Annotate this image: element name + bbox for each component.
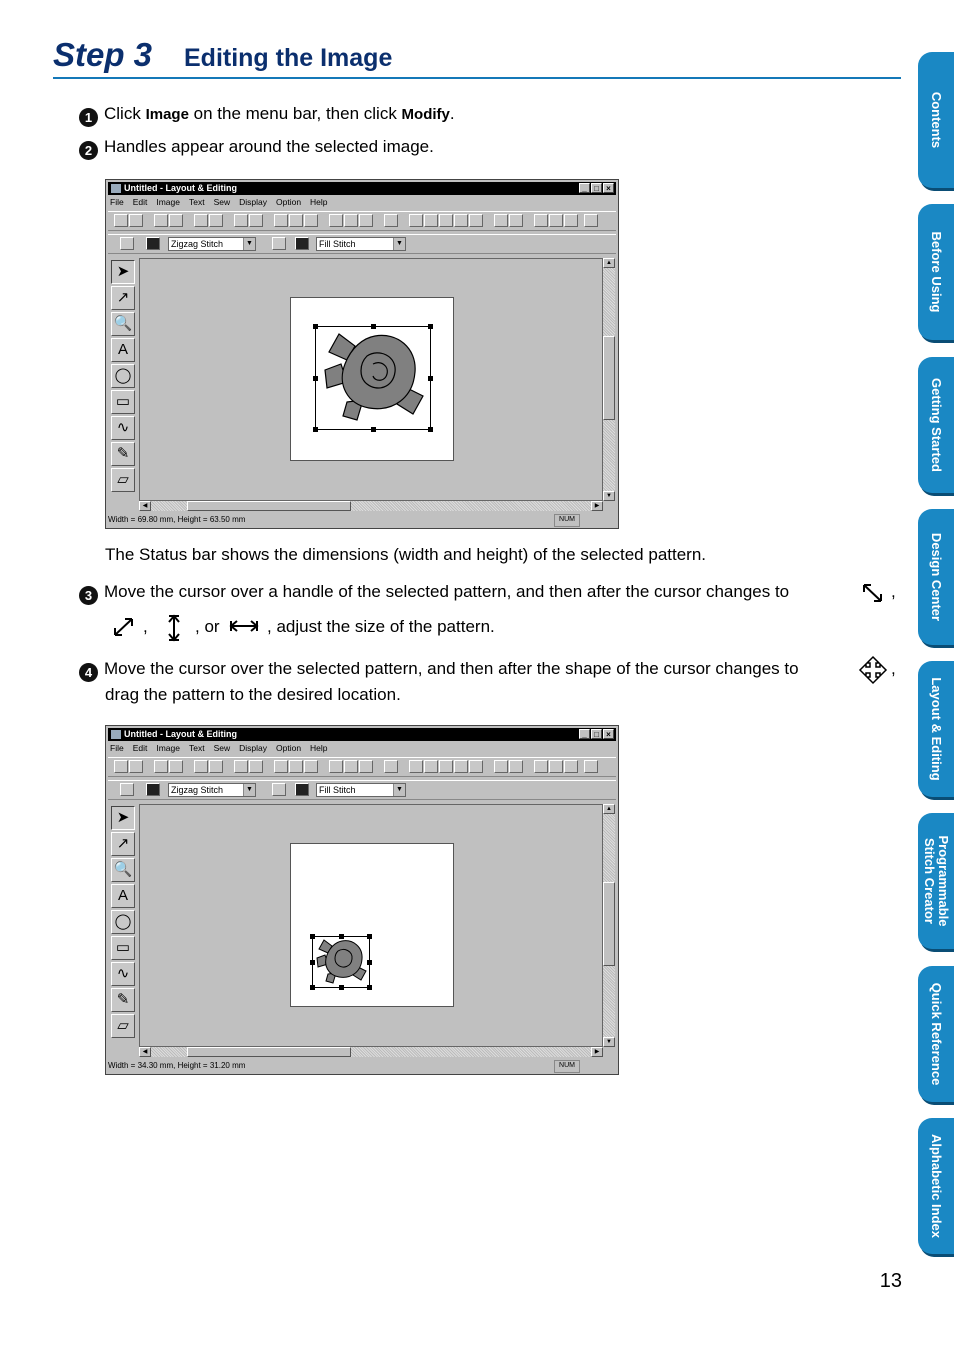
menu-name-image: Image	[145, 106, 189, 123]
step-text: Click	[104, 104, 146, 123]
stitch-tool-icon[interactable]: ∿	[111, 962, 135, 986]
step-text: Move the cursor over the selected pattern, and then after the shape of the cursor changes to	[104, 659, 799, 678]
num-lock-indicator: NUM	[554, 514, 580, 527]
tab-design-center[interactable]	[918, 509, 954, 645]
line-stitch-value: Zigzag Stitch	[171, 239, 224, 249]
app-window-2	[105, 725, 619, 1075]
design-property-icon[interactable]	[424, 760, 438, 773]
menu-option[interactable]: Option	[276, 743, 302, 753]
resize-handle[interactable]	[310, 934, 315, 939]
preview-icon[interactable]	[409, 214, 423, 227]
chevron-down-icon: ▼	[243, 784, 255, 796]
scroll-right-icon[interactable]: ▶	[591, 1047, 603, 1057]
step-number: 2	[79, 141, 98, 160]
new-icon[interactable]	[114, 214, 128, 227]
scroll-up-icon[interactable]: ▲	[603, 804, 615, 814]
line-color-icon[interactable]	[146, 237, 160, 250]
image-tool-icon[interactable]: ✎	[111, 988, 135, 1012]
horizontal-resize-cursor-icon	[229, 618, 259, 634]
resize-handle[interactable]	[313, 376, 318, 381]
sewing-attributes-bar	[108, 780, 616, 800]
scroll-thumb[interactable]	[187, 1047, 351, 1057]
ruler-tool-icon[interactable]: ▱	[111, 1014, 135, 1038]
mirror-icon[interactable]	[329, 760, 343, 773]
maximize-button[interactable]: □	[591, 183, 602, 193]
shape-tool-icon[interactable]: ◯	[111, 364, 135, 388]
card-icon[interactable]	[509, 214, 523, 227]
resize-handle[interactable]	[367, 960, 372, 965]
tab-getting-started[interactable]	[918, 357, 954, 493]
diagonal-resize-cursor-icon	[112, 616, 136, 638]
line-stitch-select[interactable]	[168, 783, 256, 797]
step-number: 4	[79, 663, 98, 682]
ruler-tool-icon[interactable]: ▱	[111, 468, 135, 492]
tab-quick-reference[interactable]	[918, 966, 954, 1102]
region-color-icon[interactable]	[295, 783, 309, 796]
import-2-icon[interactable]	[169, 214, 183, 227]
save-icon[interactable]	[194, 214, 208, 227]
card-icon[interactable]	[509, 760, 523, 773]
selection-frame	[312, 936, 370, 988]
tab-label: Quick Reference	[929, 982, 944, 1086]
title-bar	[108, 728, 616, 741]
design-canvas[interactable]	[139, 804, 603, 1047]
menu-display[interactable]: Display	[239, 743, 267, 753]
copy-icon[interactable]	[289, 760, 303, 773]
status-dimensions: Width = 34.30 mm, Height = 31.20 mm	[108, 1061, 246, 1070]
num-lock-indicator: NUM	[554, 1060, 580, 1073]
paste-icon[interactable]	[304, 214, 318, 227]
stitch-simulator-icon[interactable]	[494, 214, 508, 227]
monitor-icon[interactable]	[549, 760, 563, 773]
move-cursor-icon	[858, 655, 888, 685]
stitch-simulator-icon[interactable]	[494, 760, 508, 773]
scroll-thumb[interactable]	[603, 882, 615, 966]
tab-label: Programmable Stitch Creator	[922, 835, 951, 927]
paste-icon[interactable]	[304, 760, 318, 773]
scroll-thumb[interactable]	[603, 336, 615, 420]
resize-handle[interactable]	[310, 985, 315, 990]
selection-frame	[315, 326, 431, 430]
resize-handle[interactable]	[313, 324, 318, 329]
import-2-icon[interactable]	[169, 760, 183, 773]
scroll-left-icon[interactable]: ◀	[139, 1047, 151, 1057]
save-as-icon[interactable]	[209, 214, 223, 227]
step-text: , or	[195, 617, 220, 636]
menu-image[interactable]: Image	[156, 743, 180, 753]
menu-file[interactable]: File	[110, 197, 124, 207]
menu-edit[interactable]: Edit	[132, 743, 148, 753]
menu-bar	[110, 742, 337, 754]
region-sew-icon[interactable]	[272, 783, 286, 796]
step-number: 3	[79, 586, 98, 605]
vertical-scrollbar[interactable]	[603, 258, 615, 501]
line-sew-icon[interactable]	[120, 237, 134, 250]
step-text: Handles appear around the selected image.	[104, 137, 434, 156]
redraw-icon[interactable]	[469, 760, 483, 773]
close-button[interactable]: ×	[603, 729, 614, 739]
design-property-icon[interactable]	[424, 214, 438, 227]
text-tool-icon[interactable]: A	[111, 338, 135, 362]
point-edit-icon[interactable]: ↗	[111, 286, 135, 310]
menu-help[interactable]: Help	[310, 743, 328, 753]
write-card-icon[interactable]	[534, 214, 548, 227]
copy-icon[interactable]	[289, 214, 303, 227]
status-bar	[108, 1060, 616, 1072]
region-stitch-value: Fill Stitch	[319, 785, 356, 795]
tab-label: Alphabetic Index	[929, 1133, 944, 1239]
save-icon[interactable]	[194, 760, 208, 773]
tab-label: Contents	[929, 91, 944, 149]
main-toolbar	[108, 757, 616, 777]
tab-label: Design Center	[929, 532, 944, 622]
chevron-down-icon: ▼	[243, 238, 255, 250]
resize-handle[interactable]	[428, 324, 433, 329]
design-canvas[interactable]	[139, 258, 603, 501]
print-icon[interactable]	[584, 760, 598, 773]
menu-sew[interactable]: Sew	[213, 743, 231, 753]
menu-display[interactable]: Display	[239, 197, 267, 207]
sewing-attributes-icon[interactable]	[384, 760, 398, 773]
line-color-icon[interactable]	[146, 783, 160, 796]
preview-icon[interactable]	[409, 760, 423, 773]
resize-handle[interactable]	[339, 934, 344, 939]
pattern-icon[interactable]	[564, 760, 578, 773]
step-number: 1	[79, 108, 98, 127]
step-text: on the menu bar, then click	[188, 104, 402, 123]
resize-handle[interactable]	[428, 376, 433, 381]
shape-tool-icon[interactable]: ◯	[111, 910, 135, 934]
close-button[interactable]: ×	[603, 183, 614, 193]
scroll-thumb[interactable]	[187, 501, 351, 511]
menu-edit[interactable]: Edit	[132, 197, 148, 207]
tab-contents[interactable]	[918, 52, 954, 188]
step-text: drag the pattern to the desired location.	[105, 685, 401, 704]
realistic-view-icon[interactable]	[454, 760, 468, 773]
import-icon[interactable]	[154, 214, 168, 227]
stitch-tool-icon[interactable]: ∿	[111, 416, 135, 440]
resize-handle[interactable]	[371, 427, 376, 432]
window-title: Untitled - Layout & Editing	[124, 729, 237, 739]
select-arrow-icon[interactable]: ➤	[111, 806, 135, 830]
design-page	[290, 843, 454, 1007]
minimize-button[interactable]: _	[579, 729, 590, 739]
tab-label: Layout & Editing	[929, 677, 944, 781]
step-text: , adjust the size of the pattern.	[267, 617, 495, 636]
scroll-left-icon[interactable]: ◀	[139, 501, 151, 511]
open-icon[interactable]	[129, 760, 143, 773]
rectangle-tool-icon[interactable]: ▭	[111, 390, 135, 414]
design-page	[290, 297, 454, 461]
print-icon[interactable]	[584, 214, 598, 227]
image-tool-icon[interactable]: ✎	[111, 442, 135, 466]
maximize-button[interactable]: □	[591, 729, 602, 739]
app-icon	[111, 184, 121, 193]
menu-image[interactable]: Image	[156, 197, 180, 207]
horizontal-scrollbar[interactable]	[139, 1047, 603, 1057]
menu-option[interactable]: Option	[276, 197, 302, 207]
write-card-icon[interactable]	[534, 760, 548, 773]
scroll-down-icon[interactable]: ▼	[603, 1037, 615, 1047]
region-stitch-value: Fill Stitch	[319, 239, 356, 249]
menu-help[interactable]: Help	[310, 197, 328, 207]
status-bar	[108, 514, 616, 526]
redraw-icon[interactable]	[469, 214, 483, 227]
zoom-icon[interactable]: 🔍	[111, 312, 135, 336]
line-sew-icon[interactable]	[120, 783, 134, 796]
step-text: Move the cursor over a handle of the selected pattern, and then after the cursor changes to	[104, 582, 790, 601]
rotate-icon[interactable]	[359, 760, 373, 773]
import-icon[interactable]	[154, 760, 168, 773]
resize-handle[interactable]	[313, 427, 318, 432]
horizontal-scrollbar[interactable]	[139, 501, 603, 511]
resize-handle[interactable]	[310, 960, 315, 965]
step-text: ,	[891, 582, 896, 601]
zoom-icon[interactable]	[439, 214, 453, 227]
scroll-down-icon[interactable]: ▼	[603, 491, 615, 501]
line-stitch-value: Zigzag Stitch	[171, 785, 224, 795]
diagonal-resize-cursor-icon	[861, 582, 885, 604]
open-icon[interactable]	[129, 214, 143, 227]
menu-file[interactable]: File	[110, 743, 124, 753]
tab-programmable-stitch-creator[interactable]	[918, 813, 954, 949]
menu-sew[interactable]: Sew	[213, 197, 231, 207]
vertical-scrollbar[interactable]	[603, 804, 615, 1047]
tab-label: Before Using	[929, 231, 944, 313]
window-title: Untitled - Layout & Editing	[124, 183, 237, 193]
minimize-button[interactable]: _	[579, 183, 590, 193]
scroll-right-icon[interactable]: ▶	[591, 501, 603, 511]
region-stitch-select[interactable]	[316, 237, 406, 251]
menu-bar	[110, 196, 337, 208]
step-text: .	[449, 104, 455, 123]
step-2	[79, 136, 434, 160]
step-text: ,	[891, 659, 896, 678]
zoom-icon[interactable]	[439, 760, 453, 773]
tab-label: Getting Started	[929, 378, 944, 472]
step-1	[79, 103, 455, 127]
cut-icon[interactable]	[274, 760, 288, 773]
redo-icon[interactable]	[249, 214, 263, 227]
title-bar	[108, 182, 616, 195]
rotate-icon[interactable]	[359, 214, 373, 227]
resize-handle[interactable]	[339, 985, 344, 990]
undo-icon[interactable]	[234, 214, 248, 227]
chevron-down-icon: ▼	[393, 784, 405, 796]
step-label: Step 3	[53, 36, 153, 73]
redo-icon[interactable]	[249, 760, 263, 773]
menu-text[interactable]: Text	[188, 743, 205, 753]
sewing-attributes-bar	[108, 234, 616, 254]
sewing-attributes-icon[interactable]	[384, 214, 398, 227]
select-arrow-icon[interactable]: ➤	[111, 260, 135, 284]
flip-icon[interactable]	[344, 760, 358, 773]
status-dimensions: Width = 69.80 mm, Height = 63.50 mm	[108, 515, 246, 524]
cut-icon[interactable]	[274, 214, 288, 227]
monitor-icon[interactable]	[549, 214, 563, 227]
save-as-icon[interactable]	[209, 760, 223, 773]
realistic-view-icon[interactable]	[454, 214, 468, 227]
region-stitch-select[interactable]	[316, 783, 406, 797]
app-window-1	[105, 179, 619, 529]
resize-handle[interactable]	[367, 985, 372, 990]
line-stitch-select[interactable]	[168, 237, 256, 251]
page-number: 13	[879, 1270, 902, 1292]
main-toolbar	[108, 211, 616, 231]
region-color-icon[interactable]	[295, 237, 309, 250]
header-rule	[53, 77, 901, 79]
resize-handle[interactable]	[428, 427, 433, 432]
menu-name-modify: Modify	[401, 106, 450, 123]
new-icon[interactable]	[114, 760, 128, 773]
text-tool-icon[interactable]: A	[111, 884, 135, 908]
chevron-down-icon: ▼	[393, 238, 405, 250]
scroll-up-icon[interactable]: ▲	[603, 258, 615, 268]
resize-handle[interactable]	[371, 324, 376, 329]
app-icon	[111, 730, 121, 739]
zoom-icon[interactable]: 🔍	[111, 858, 135, 882]
menu-text[interactable]: Text	[188, 197, 205, 207]
step-text: ,	[143, 617, 148, 636]
status-note: The Status bar shows the dimensions (width and height) of the selected pattern.	[105, 545, 707, 564]
rectangle-tool-icon[interactable]: ▭	[111, 936, 135, 960]
step-4	[79, 658, 799, 682]
section-title: Editing the Image	[184, 44, 393, 72]
undo-icon[interactable]	[234, 760, 248, 773]
vertical-resize-cursor-icon	[166, 614, 182, 642]
flip-icon[interactable]	[344, 214, 358, 227]
region-sew-icon[interactable]	[272, 237, 286, 250]
pattern-icon[interactable]	[564, 214, 578, 227]
tab-layout-editing[interactable]	[918, 661, 954, 797]
mirror-icon[interactable]	[329, 214, 343, 227]
resize-handle[interactable]	[367, 934, 372, 939]
tab-before-using[interactable]	[918, 204, 954, 340]
tab-alphabetic-index[interactable]	[918, 1118, 954, 1254]
point-edit-icon[interactable]: ↗	[111, 832, 135, 856]
step-3	[79, 581, 789, 605]
